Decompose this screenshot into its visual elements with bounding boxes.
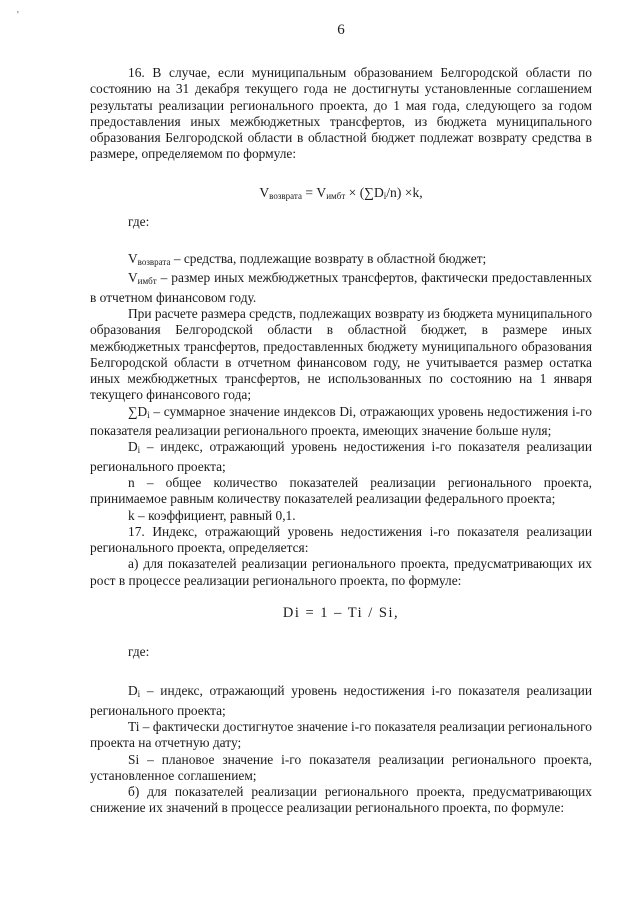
page-number: 6 [337, 22, 345, 38]
definition-di-2: $D_i$ – индекс, отражающий уровень недостижения i-го показателя реализации регионального проекта; [90, 683, 592, 718]
formula-return: $V_{возврата} = V_{имбт} \times (\sum D_i/n) \times k$, [259, 184, 423, 201]
where-label-2: где: [128, 644, 150, 660]
definition-sum-di: $\sum D_i$ – суммарное значение индексов Di, отражающих уровень недостижения i-го показателя реализации регионального проекта, имеющих значение больше нуля; [90, 403, 592, 439]
definition-k: k – коэффициент, равный 0,1. [128, 507, 296, 523]
where-label-1: где: [128, 213, 150, 229]
formula-di: Di = 1 – Ti / Si, [282, 605, 400, 622]
paragraph-17a: а) для показателей реализации регионального проекта, предусматривающих их рост в процессе реализации регионального проекта, по формуле: [90, 556, 592, 588]
definition-ti: Ti – фактически достигнутое значение i-го показателя реализации регионального проекта на отчетную дату; [90, 718, 592, 751]
definition-di: $D_i$ – индекс, отражающий уровень недостижения i-го показателя реализации регионального проекта; [90, 439, 592, 474]
paragraph-17b: б) для показателей реализации регионального проекта, предусматривающих снижение их значений в процессе реализации регионального проекта, по формуле: [90, 784, 592, 816]
definition-v-return: $V_{возврата}$ – средства, подлежащие возврату в областной бюджет; [128, 251, 487, 268]
paragraph-17: 17. Индекс, отражающий уровень недостижения i-го показателя реализации регионального проекта, определяется: [90, 523, 592, 556]
paragraph-calculation-note: При расчете размера средств, подлежащих возврату из бюджета муниципального образования Белгородской области в областной бюджет, в размере иных межбюджетных трансфертов, предоставленных бюджету муниципального образования Белгородской области в отчетном финансовом году, не учитывается размер остатка иных межбюджетных трансфертов, не использованных по состоянию на 1 января текущего финансового года; [90, 305, 593, 403]
definition-si: Si – плановое значение i-го показателя реализации регионального проекта, установленное соглашением; [90, 751, 592, 783]
paragraph-16: 16. В случае, если муниципальным образованием Белгородской области по состоянию на 31 декабря текущего года не достигнуты установленные соглашением результаты реализации регионального проекта, до 1 мая года, следующего за годом предоставления иных межбюджетных трансфертов, из бюджета муниципального образования Белгородской области в областной бюджет подлежат возврату средства в размере, определяемом по формуле: [90, 65, 592, 162]
corner-mark: ' [17, 10, 19, 21]
definition-v-imbt: $V_{имбт}$ – размер иных межбюджетных трансфертов, фактически предоставленных в отчетном финансовом году. [90, 270, 592, 305]
definition-n: n – общее количество показателей реализации регионального проекта, принимаемое равным количеству показателей реализации федерального проекта; [90, 474, 592, 507]
